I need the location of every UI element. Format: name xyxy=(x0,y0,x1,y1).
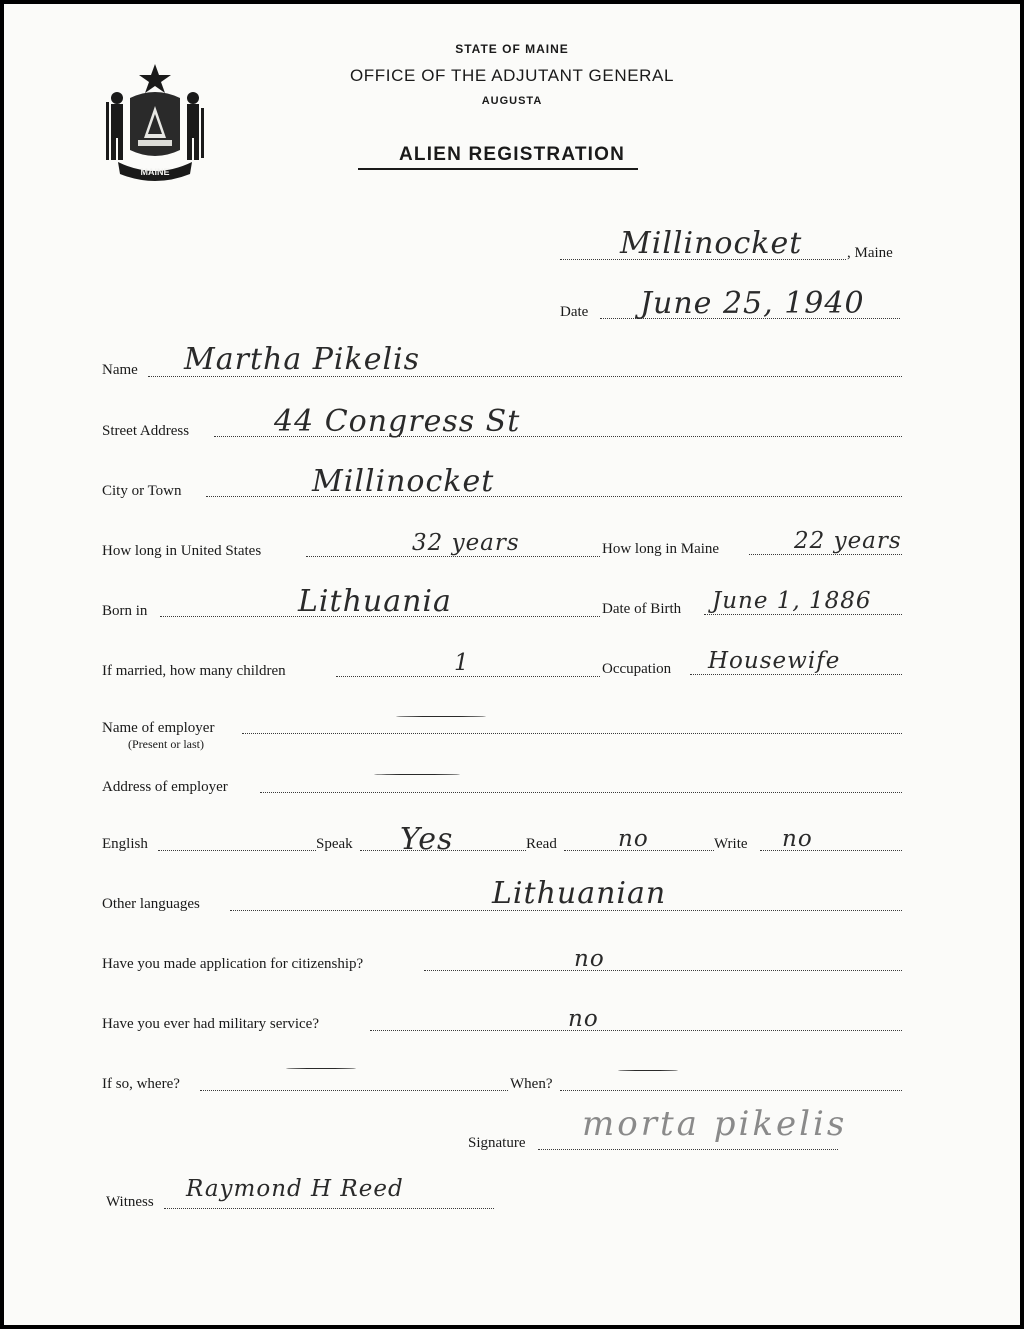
date-of-birth-label: Date of Birth xyxy=(602,601,682,617)
employer-note-label: (Present or last) xyxy=(128,737,204,751)
occupation-value: Housewife xyxy=(708,648,841,674)
street-address-value: 44 Congress St xyxy=(274,404,521,439)
date-label: Date xyxy=(560,304,589,320)
city-line xyxy=(206,496,902,497)
if-so-where-line xyxy=(200,1090,508,1091)
header-city: AUGUSTA xyxy=(481,95,543,107)
witness-value: Raymond H Reed xyxy=(186,1176,404,1202)
registration-form-page xyxy=(4,4,1020,1325)
citizenship-label: Have you made application for citizenship? xyxy=(102,956,364,972)
header-office: OFFICE OF THE ADJUTANT GENERAL xyxy=(349,66,675,85)
how-long-us-value: 32 years xyxy=(412,530,520,556)
how-long-maine-line xyxy=(749,554,902,555)
header-state: STATE OF MAINE xyxy=(455,42,569,56)
english-label: English xyxy=(102,836,148,852)
write-label: Write xyxy=(714,836,748,852)
employer-name-label: Name of employer xyxy=(102,720,215,736)
children-value: 1 xyxy=(454,650,470,676)
when-line xyxy=(560,1090,902,1091)
occupation-line xyxy=(690,674,902,675)
english-line xyxy=(158,850,316,851)
date-of-birth-value: June 1, 1886 xyxy=(712,588,872,614)
form-title: ALIEN REGISTRATION xyxy=(398,144,626,165)
signature-line xyxy=(538,1149,838,1150)
how-long-us-label: How long in United States xyxy=(102,543,262,559)
military-value: no xyxy=(568,1006,599,1032)
if-so-where-label: If so, where? xyxy=(102,1076,180,1092)
how-long-us-line xyxy=(306,556,600,557)
witness-line xyxy=(164,1208,494,1209)
citizenship-value: no xyxy=(574,946,605,972)
read-value: no xyxy=(618,826,649,852)
occupation-label: Occupation xyxy=(602,661,672,677)
employer-address-label: Address of employer xyxy=(102,779,228,795)
maine-label: , Maine xyxy=(847,245,893,261)
when-label: When? xyxy=(510,1076,553,1092)
name-value: Martha Pikelis xyxy=(184,342,421,377)
date-of-birth-line xyxy=(704,614,902,615)
signature-label: Signature xyxy=(468,1135,526,1151)
born-in-label: Born in xyxy=(102,603,148,619)
where-dash xyxy=(286,1068,356,1069)
speak-value: Yes xyxy=(400,822,454,857)
write-value: no xyxy=(782,826,813,852)
when-dash xyxy=(618,1070,678,1071)
city-value: Millinocket xyxy=(312,464,495,499)
employer-address-line xyxy=(260,792,902,793)
citizenship-line xyxy=(424,970,902,971)
how-long-maine-value: 22 years xyxy=(794,528,902,554)
other-languages-label: Other languages xyxy=(102,896,200,912)
witness-label: Witness xyxy=(106,1194,154,1210)
children-line xyxy=(336,676,600,677)
seal-banner-text: MAINE xyxy=(140,167,170,177)
born-in-value: Lithuania xyxy=(298,584,452,619)
how-long-maine-label: How long in Maine xyxy=(602,541,720,557)
employer-name-dash xyxy=(396,716,486,717)
read-label: Read xyxy=(526,836,557,852)
date-value: June 25, 1940 xyxy=(640,286,865,321)
children-label: If married, how many children xyxy=(102,663,286,679)
name-label: Name xyxy=(102,362,138,378)
employer-address-dash xyxy=(374,774,460,775)
military-line xyxy=(370,1030,902,1031)
speak-label: Speak xyxy=(316,836,353,852)
town-value: Millinocket xyxy=(620,226,803,261)
other-languages-value: Lithuanian xyxy=(492,876,667,911)
title-underline xyxy=(358,168,638,170)
signature-value: morta pikelis xyxy=(582,1104,848,1144)
street-address-label: Street Address xyxy=(102,423,190,439)
military-label: Have you ever had military service? xyxy=(102,1016,319,1032)
employer-name-line xyxy=(242,733,902,734)
city-label: City or Town xyxy=(102,483,182,499)
